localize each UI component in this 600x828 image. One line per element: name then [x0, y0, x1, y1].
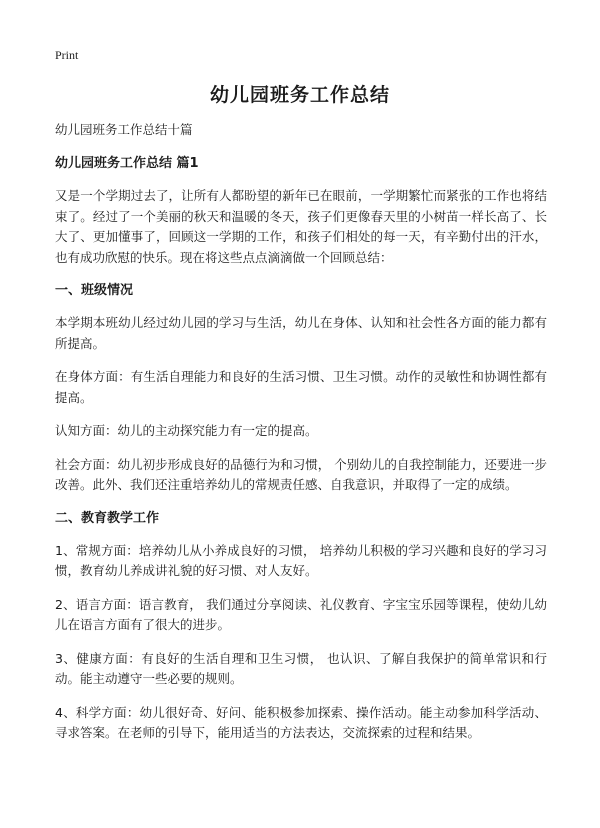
paragraph: 本学期本班幼儿经过幼儿园的学习与生活，幼儿在身体、认知和社会性各方面的能力都有所提高。 [55, 315, 547, 351]
section-heading-teaching-work: 二、教育教学工作 [55, 510, 160, 526]
document-title: 幼儿园班务工作总结 [209, 84, 390, 106]
paragraph: 在身体方面：有生活自理能力和良好的生活习惯、卫生习惯。动作的灵敏性和协调性都有提高。 [55, 369, 547, 405]
document-body [55, 120, 547, 757]
paragraph: 2、语言方面：语言教育， 我们通过分享阅读、礼仪教育、字宝宝乐园等课程，使幼儿幼儿在语言方面有了很大的进步。 [55, 596, 547, 632]
section-heading-class-situation: 一、班级情况 [55, 283, 134, 298]
piece-heading: 幼儿园班务工作总结 篇1 [55, 156, 199, 171]
intro-paragraph: 又是一个学期过去了，让所有人都盼望的新年已在眼前，一学期繁忙而紧张的工作也将结束了。经过了一个美丽的秋天和温暖的冬天，孩子们更像春天里的小树苗一样长高了、长大了、更加懂事了，回顾这一学期的工作，和孩子们相处的每一天，有辛勤付出的汗水，也有成功欣慰的快乐。现在将这些点点滴滴做一个回顾总结： [55, 188, 547, 265]
paragraph: 社会方面：幼儿初步形成良好的品德行为和习惯， 个别幼儿的自我控制能力，还要进一步改善。此外、我们还注重培养幼儿的常规责任感、自我意识，并取得了一定的成绩。 [55, 456, 547, 492]
paragraph: 4、科学方面：幼儿很好奇、好问、能积极参加探索、操作活动。能主动参加科学活动、寻求答案。在老师的引导下，能用适当的方法表达，交流探索的过程和结果。 [55, 704, 547, 740]
print-label: Print [55, 48, 79, 62]
document-subtitle: 幼儿园班务工作总结十篇 [55, 122, 193, 137]
paragraph: 认知方面：幼儿的主动探究能力有一定的提高。 [55, 423, 318, 438]
paragraph: 3、健康方面：有良好的生活自理和卫生习惯， 也认识、了解自我保护的简单常识和行动。能主动遵守一些必要的规则。 [55, 650, 547, 686]
paragraph: 1、常规方面：培养幼儿从小养成良好的习惯， 培养幼儿积极的学习兴趣和良好的学习习惯，教育幼儿养成讲礼貌的好习惯、对人友好。 [55, 542, 547, 578]
